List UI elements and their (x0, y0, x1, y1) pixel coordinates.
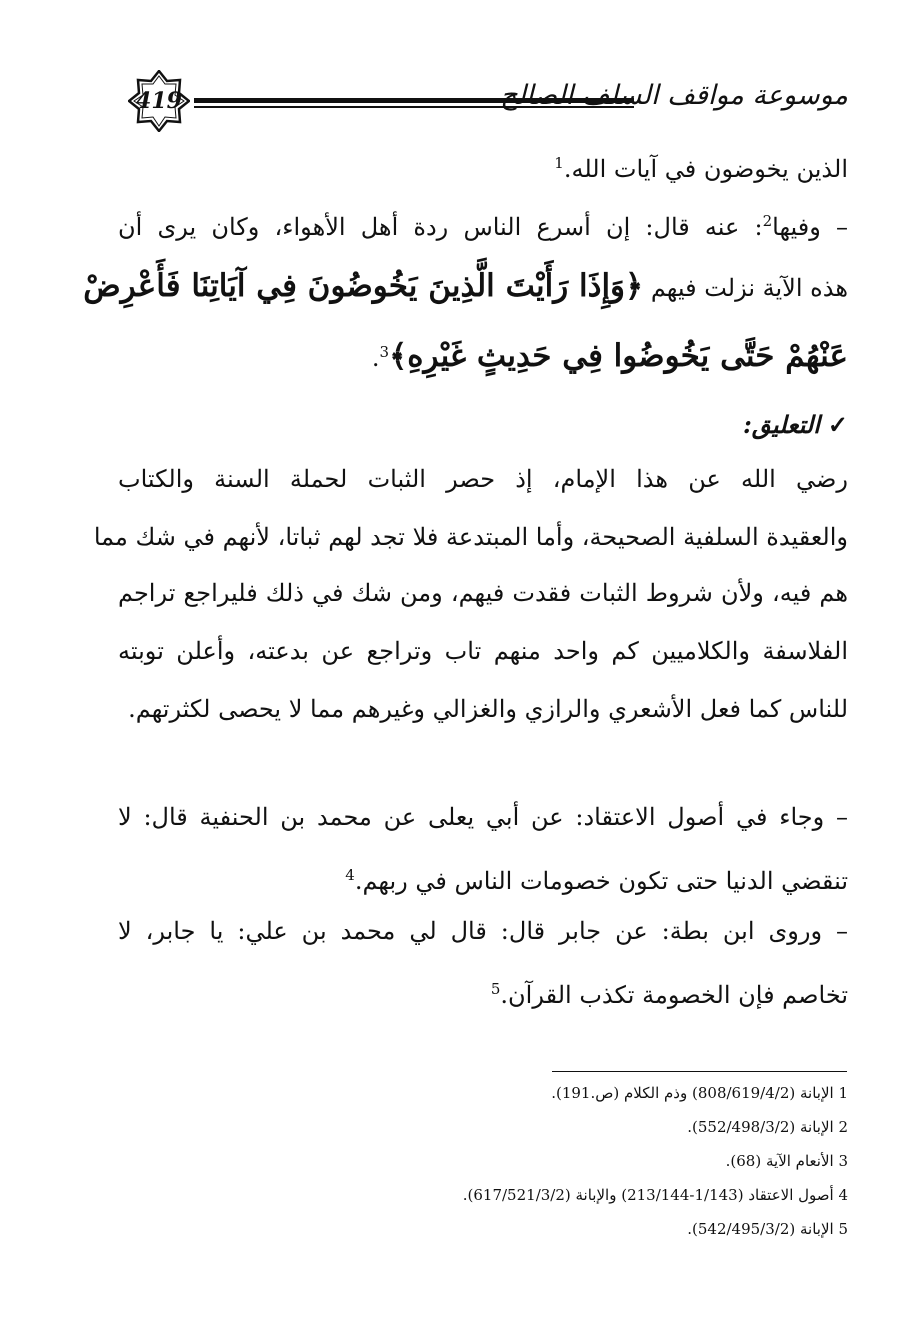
footnote-ref: 4 (345, 866, 355, 884)
text-span: – وفيها (772, 213, 848, 241)
commentary-line: للناس كما فعل الأشعري والرازي والغزالي وغيرهم مما لا يحصى لكثرتهم. (128, 695, 848, 723)
text-span: – وجاء في أصول الاعتقاد: عن أبي يعلى عن محمد بن الحنفية قال: لا (118, 803, 848, 831)
text-span: الذين يخوضون في آيات الله. (563, 155, 848, 183)
text-line (118, 146, 848, 186)
text-span: تنقضي الدنيا حتى تكون خصومات الناس في ربهم. (354, 867, 848, 895)
text-span: تخاصم فإن الخصومة تكذب القرآن. (500, 981, 848, 1009)
text-line (118, 914, 848, 948)
text-line (118, 800, 848, 834)
heading-text: التعليق: (743, 410, 820, 439)
text-span: . (371, 344, 380, 372)
footnote: 3 الأنعام الآية (68). (725, 1152, 848, 1170)
text-line (118, 204, 848, 244)
text-span: : عنه قال: إن أسرع الناس ردة أهل الأهواء، وكان يرى أن (118, 213, 763, 241)
footnote-ref: 5 (490, 980, 501, 998)
footnote-ref: 2 (762, 212, 773, 230)
quran-verse: عَنْهُمْ حَتَّى يَخُوضُوا فِي حَدِيثٍ غَيْرِهِ﴾ (389, 338, 848, 374)
page-header (118, 62, 848, 132)
quran-verse: ﴿وَإِذَا رَأَيْتَ الَّذِينَ يَخُوضُونَ فِي آيَاتِنَا فَأَعْرِضْ (83, 268, 644, 304)
footnote-ref: 3 (379, 343, 390, 361)
footnote-separator (552, 1071, 847, 1072)
text-span: هذه الآية نزلت فيهم (650, 274, 848, 302)
text-line (118, 330, 848, 380)
check-mark-icon: ✓ (827, 410, 848, 439)
commentary-line: الفلاسفة والكلاميين كم واحد منهم تاب وتراجع عن بدعته، وأعلن توبته (118, 637, 848, 665)
commentary-line: رضي الله عن هذا الإمام، إذ حصر الثبات لحملة السنة والكتاب (118, 465, 848, 493)
footnote: 2 الإبانة (552/498/3/2). (687, 1118, 848, 1136)
footnote: 4 أصول الاعتقاد (1/143-213/144) والإبانة (617/521/3/2). (462, 1186, 848, 1204)
text-line (83, 264, 848, 310)
footnote-ref: 1 (554, 154, 564, 172)
page-number: 419 (136, 88, 182, 114)
commentary-line: هم فيه، ولأن شروط الثبات فقدت فيهم، ومن شك في ذلك فليراجع تراجم (118, 579, 848, 607)
section-heading (118, 408, 848, 442)
series-title: موسوعة مواقف السلف الصالح (500, 80, 848, 111)
footnote: 1 الإبانة (808/619/4/2) وذم الكلام (ص.191). (551, 1084, 848, 1102)
footnote: 5 الإبانة (542/495/3/2). (687, 1220, 848, 1238)
text-line (118, 972, 848, 1012)
text-span: – وروى ابن بطة: عن جابر قال: قال لي محمد بن علي: يا جابر، لا (118, 917, 848, 945)
text-line (118, 858, 848, 898)
commentary-line: والعقيدة السلفية الصحيحة، وأما المبتدعة فلا تجد لهم ثباتا، لأنهم في شك مما (93, 523, 848, 551)
